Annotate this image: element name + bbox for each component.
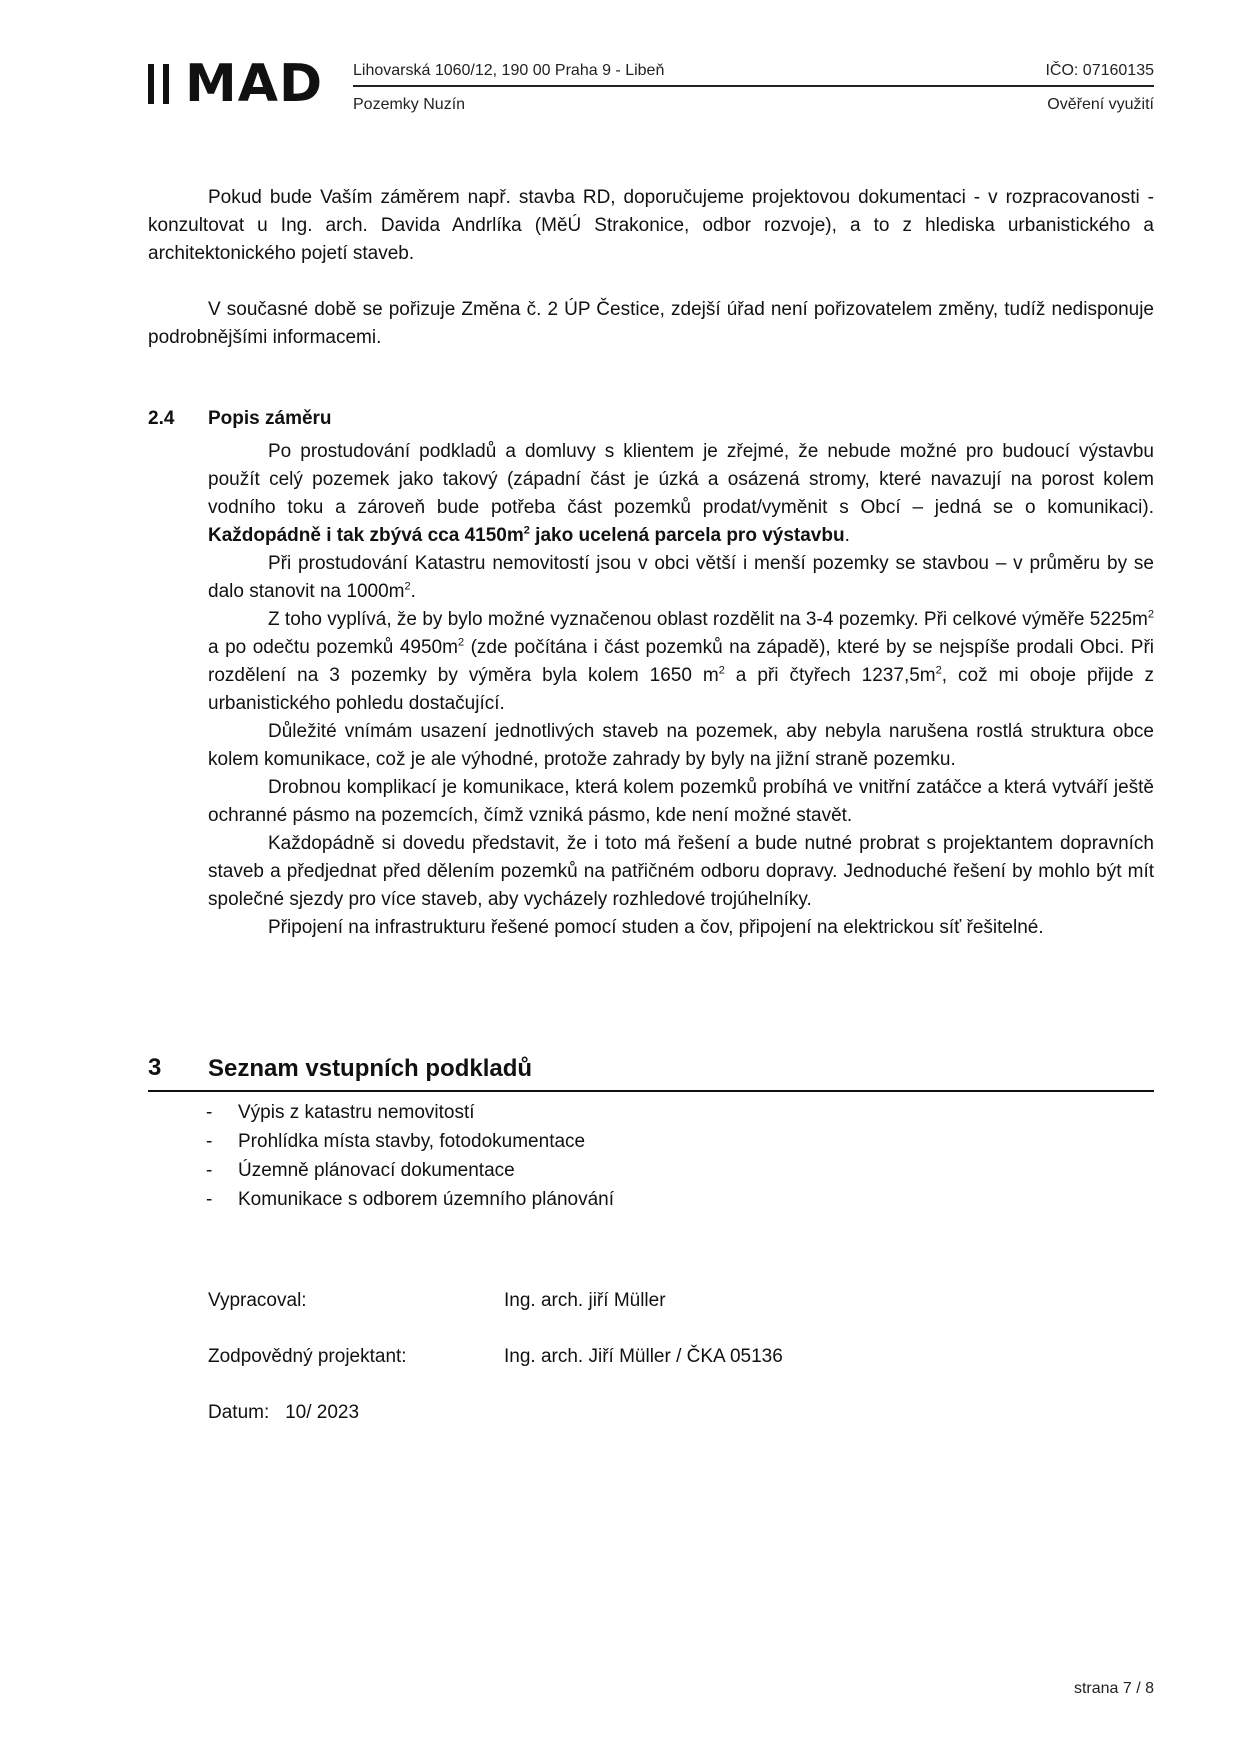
- body-paragraph: Důležité vnímám usazení jednotlivých staveb na pozemek, aby nebyla narušena rostlá struktura obce kolem komunikace, což je ale výhodné, protože zahrady by byly na jižní straně pozemku.: [208, 721, 1154, 770]
- date-label: Datum:: [208, 1402, 270, 1423]
- prepared-by-value: Ing. arch. jiří Müller: [504, 1290, 666, 1311]
- body-paragraph: Připojení na infrastrukturu řešené pomocí studen a čov, připojení na elektrickou síť řešitelné.: [268, 917, 1044, 938]
- document-type: Ověření využití: [1047, 96, 1154, 113]
- responsible-designer-label: Zodpovědný projektant:: [208, 1346, 407, 1367]
- project-name: Pozemky Nuzín: [353, 96, 466, 113]
- company-ico: IČO: 07160135: [1045, 62, 1154, 79]
- body-paragraph: Po prostudování podkladů a domluvy s klientem je zřejmé, že nebude možné pro budoucí výstavbu použít celý pozemek jako takový (západní část je úzká a osázená stromy, které navazují na porost kolem vodního toku a zároveň bude potřeba část pozemků prodat/vyměnit s Obcí – jedná se o komunikaci). Každopádně i tak zbývá cca $4150m^2$ jako ucelená parcela pro výstavbu.: [208, 441, 1154, 546]
- section-title: Popis záměru: [208, 408, 332, 429]
- logo-bars-icon: [148, 64, 169, 104]
- list-item: - Územně plánovací dokumentace: [206, 1160, 515, 1181]
- section-heading: [148, 1054, 1154, 1092]
- intro-paragraph: V současné době se pořizuje Změna č. 2 ÚP Čestice, zdejší úřad není pořizovatelem změny, tudíž nedisponuje podrobnějšími informacemi.: [148, 299, 1154, 348]
- body-paragraph: Drobnou komplikací je komunikace, která kolem pozemků probíhá ve vnitřní zatáčce a která vytváří ještě ochranné pásmo na pozemcích, čímž vzniká pásmo, kde není možné stavět.: [208, 777, 1154, 826]
- page-number: strana 7 / 8: [1073, 1680, 1154, 1697]
- input-documents-list: [206, 1098, 614, 1214]
- list-item: - Výpis z katastru nemovitostí: [206, 1102, 475, 1123]
- section-number: 2.4: [148, 408, 175, 429]
- intro-paragraph: Pokud bude Vaším záměrem např. stavba RD, doporučujeme projektovou dokumentaci - v rozpracovanosti - konzultovat u Ing. arch. Davida Andrlíka (MěÚ Strakonice, odbor rozvoje), a to z hlediska urbanistického a architektonického pojetí staveb.: [148, 187, 1154, 264]
- body-paragraph: Z toho vyplívá, že by bylo možné vyznačenou oblast rozdělit na 3-4 pozemky. Při celkové výměře $5225m^2$ a po odečtu pozemků $4950m^2$ (zde počítána i část pozemků na západě), které by se nejspíše prodali Obci. Při rozdělení na 3 pozemky by výměra byla kolem 1650 $m^2$ a při čtyřech $1237,5m^2$, což mi oboje přijde z urbanistického pohledu dostačující.: [208, 608, 1155, 714]
- page-header: [148, 54, 1154, 118]
- company-address: Lihovarská 1060/12, 190 00 Praha 9 - Libeň: [353, 62, 665, 79]
- company-logo: [148, 54, 324, 114]
- body-paragraph: Každopádně si dovedu představit, že i toto má řešení a bude nutné probrat s projektantem dopravních staveb a předjednat před dělením pozemků na patřičném odboru dopravy. Jednoduché řešení by mohlo být mít společné sjezdy pro více staveb, aby vycházely rozhledové trojúhelníky.: [208, 833, 1154, 910]
- date-value: 10/ 2023: [285, 1402, 360, 1423]
- header-info: [353, 62, 1154, 114]
- section-number: 3: [148, 1054, 162, 1081]
- prepared-by-label: Vypracoval:: [208, 1290, 307, 1311]
- list-item: - Prohlídka místa stavby, fotodokumentace: [206, 1131, 586, 1152]
- responsible-designer-value: Ing. arch. Jiří Müller / ČKA 05136: [504, 1346, 783, 1367]
- section-body: [208, 438, 1154, 942]
- logo-text: MAD: [185, 54, 324, 114]
- list-item: - Komunikace s odborem územního plánování: [206, 1189, 615, 1210]
- intro-text: [148, 184, 1154, 352]
- section-title: Seznam vstupních podkladů: [208, 1055, 533, 1082]
- body-paragraph: Při prostudování Katastru nemovitostí jsou v obci větší i menší pozemky se stavbou – v průměru by se dalo stanovit na $1000m^2$.: [208, 553, 1154, 602]
